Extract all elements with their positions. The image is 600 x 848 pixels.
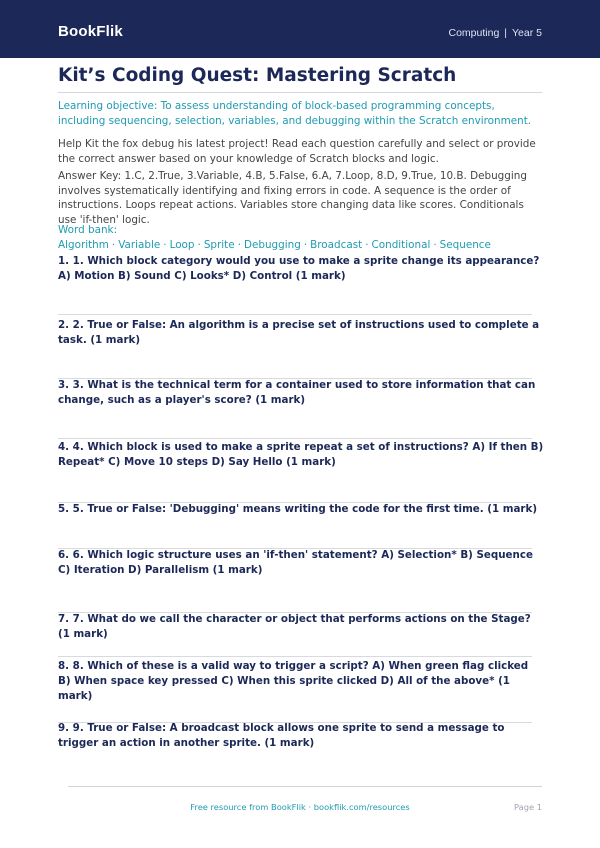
word-bank-word: Conditional [371,238,431,251]
answer-line-7[interactable] [58,656,532,657]
intro-text: Help Kit the fox debug his latest project! Read each question carefully and select or provide the correct answer based on your knowledge of Scratch blocks and logic. [58,138,536,165]
page-number: Page 1 [513,802,542,812]
brand-logo-text[interactable]: BookFlik [58,23,123,40]
question-8: 8. 8. Which of these is a valid way to trigger a script? A) When green flag clicked B) When space key pressed C) When this sprite clicked D) All of the above* (1 mark) [58,660,529,702]
question-2: 2. 2. True or False: An algorithm is a precise set of instructions used to complete a task. (1 mark) [58,319,540,346]
question-5: 5. 5. True or False: 'Debugging' means writing the code for the first time. (1 mark) [58,503,538,515]
footer-divider [68,786,542,787]
meta-separator: | [504,27,508,39]
title-divider [58,92,542,93]
page-title: Kit’s Coding Quest: Mastering Scratch [58,65,457,86]
subject-label: Computing [448,27,500,39]
word-bank-word: Sprite [203,238,235,251]
word-bank-word: Algorithm [58,238,109,251]
learning-objective: Learning objective: To assess understanding of block-based programming concepts, including sequencing, selection, variables, and debugging within the Scratch environment. [58,100,532,127]
word-bank-word: Broadcast [310,238,363,251]
word-bank: Word bank: Algorithm · Variable · Loop · Sprite · Debugging · Broadcast · Conditional · Sequence [58,224,491,251]
footer-resource-link[interactable]: Free resource from BookFlik · bookflik.com/resources [190,802,410,812]
answer-key: Answer Key: 1.C, 2.True, 3.Variable, 4.B, 5.False, 6.A, 7.Loop, 8.D, 9.True, 10.B. Debugging involves systematically identifying and fixing errors in code. A sequence is the order of instructions. Loops repeat actions. Variables store changing data like scores. Conditionals use 'if-then' logic. [58,170,527,226]
word-bank-label: Word bank: [58,224,118,236]
word-bank-word: Debugging [243,238,301,251]
answer-line-3[interactable] [58,438,532,439]
word-bank-word: Variable [118,238,161,251]
question-4: 4. 4. Which block is used to make a sprite repeat a set of instructions? A) If then B) Repeat* C) Move 10 steps D) Say Hello (1 mark) [58,441,544,468]
header-meta [449,27,543,39]
word-bank-word: Sequence [439,238,491,251]
answer-line-1[interactable] [58,314,532,315]
year-label: Year 5 [512,27,542,39]
question-3: 3. 3. What is the technical term for a container used to store information that can change, such as a player's score? (1 mark) [58,379,536,406]
question-9: 9. 9. True or False: A broadcast block allows one sprite to send a message to trigger an action in another sprite. (1 mark) [58,722,505,749]
question-6: 6. 6. Which logic structure uses an 'if-then' statement? A) Selection* B) Sequence C) Iteration D) Parallelism (1 mark) [58,549,533,576]
question-7: 7. 7. What do we call the character or object that performs actions on the Stage? (1 mark) [58,613,531,640]
question-1: 1. 1. Which block category would you use to make a sprite change its appearance? A) Motion B) Sound C) Looks* D) Control (1 mark) [58,255,540,282]
page-header [0,0,600,58]
word-bank-word: Loop [169,238,195,251]
